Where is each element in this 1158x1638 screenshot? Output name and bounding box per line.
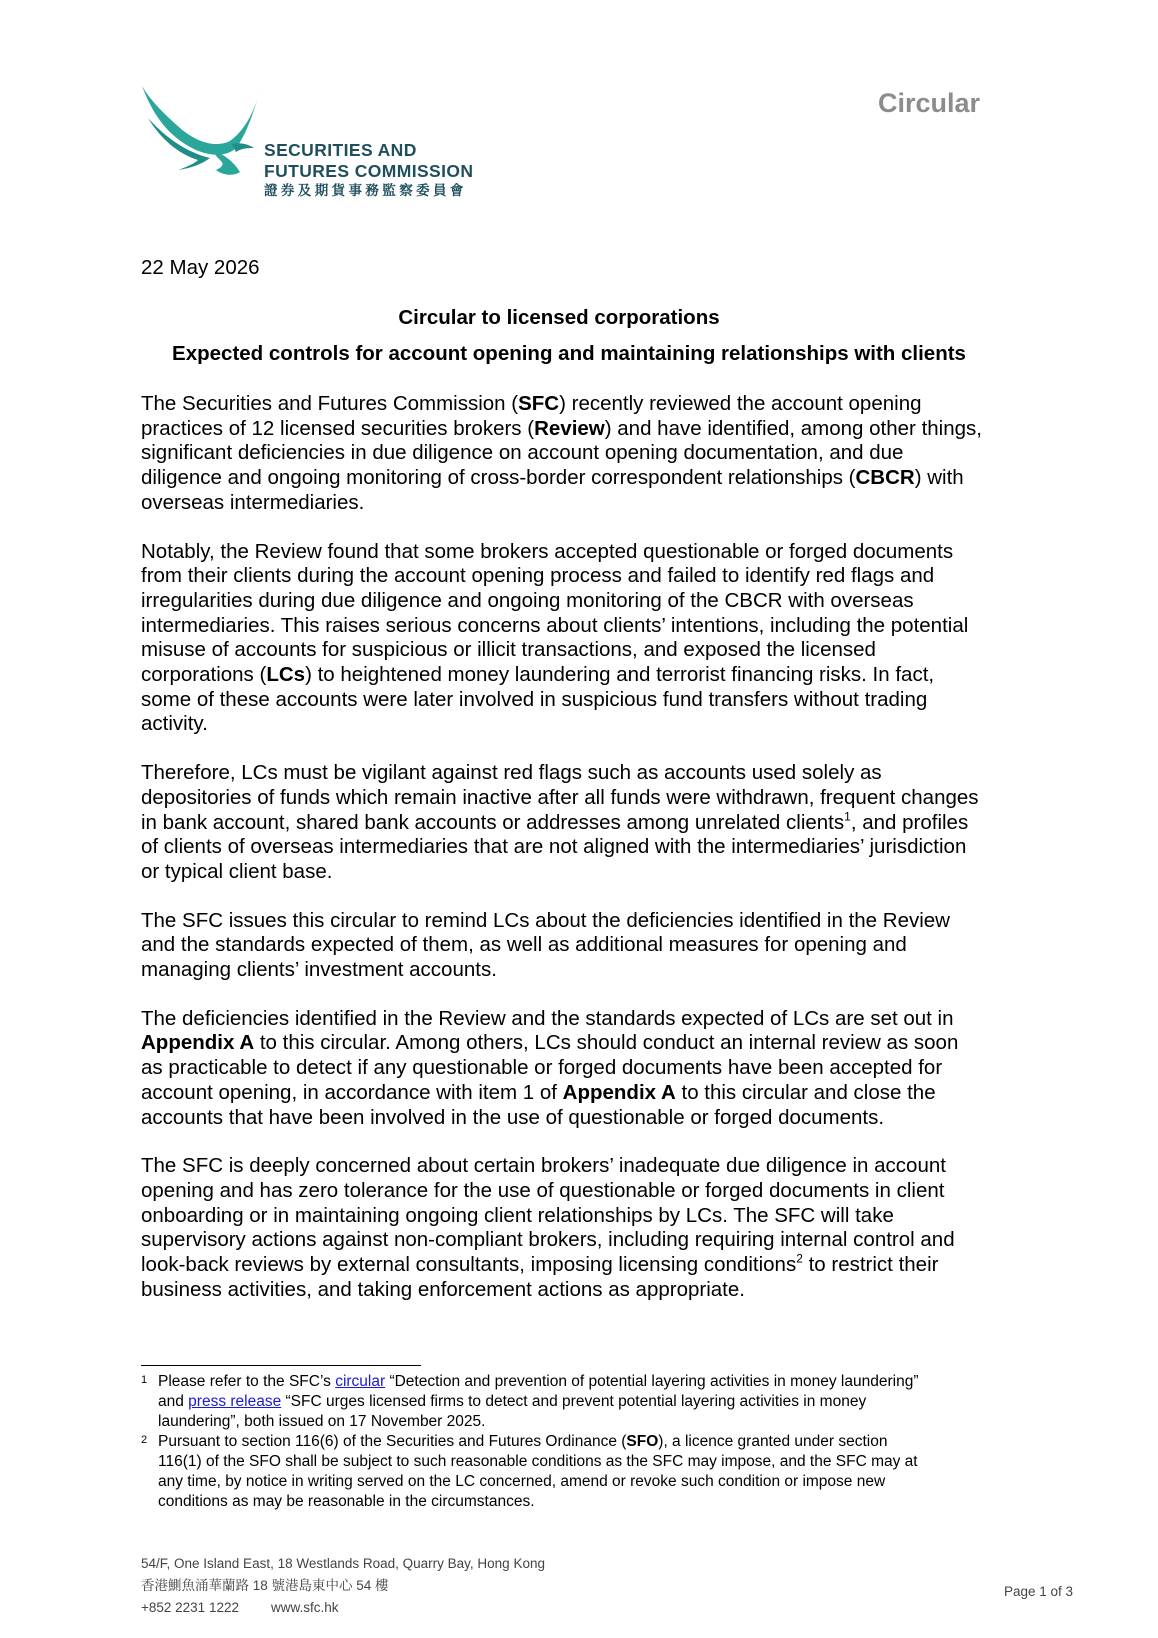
text: misuse of accounts for suspicious or illicit transactions, and exposed the licensed [141, 638, 876, 662]
paragraph-2 [141, 540, 1031, 738]
footnote-2 [141, 1432, 1041, 1512]
text: , and profiles [850, 810, 969, 834]
footnote-1 [141, 1372, 1041, 1432]
paragraph-1 [141, 392, 1031, 516]
paragraph-4 [141, 909, 1031, 983]
text: The SFC is deeply concerned about certain brokers’ inadequate due diligence in account [141, 1154, 946, 1178]
phone-number: +852 2231 1222 [141, 1600, 239, 1615]
text: any time, by notice in writing served on the LC concerned, amend or revoke such condition or impose new [158, 1473, 886, 1490]
text: managing clients’ investment accounts. [141, 958, 497, 982]
paragraph-6 [141, 1154, 1031, 1302]
defined-term: SFC [518, 392, 560, 415]
sfc-logo [140, 84, 480, 198]
text: The Securities and Futures Commission ( [141, 392, 519, 415]
text: business activities, and taking enforcement actions as appropriate. [141, 1277, 745, 1301]
text: conditions as may be reasonable in the circumstances. [158, 1493, 535, 1510]
text: or typical client base. [141, 859, 333, 883]
text: and [158, 1393, 189, 1410]
text: accounts that have been involved in the use of questionable or forged documents. [141, 1105, 885, 1129]
text: supervisory actions against non-compliant brokers, including requiring internal control and [141, 1228, 955, 1252]
text: Therefore, LCs must be vigilant against red flags such as accounts used solely as [141, 761, 882, 785]
document-type-label: Circular [877, 88, 980, 118]
press-release-link[interactable]: press release [188, 1393, 282, 1410]
footnotes [141, 1372, 1041, 1512]
text: ) with [914, 466, 964, 490]
text: as practicable to detect if any questionable or forged documents have been accepted for [141, 1056, 943, 1080]
logo-line-1: SECURITIES AND [264, 140, 417, 160]
text: 116(1) of the SFO shall be subject to such reasonable conditions as the SFC may impose, and the SFC may at [158, 1453, 918, 1470]
appendix-reference: Appendix A [562, 1080, 676, 1104]
text: corporations ( [141, 663, 267, 687]
text: to this circular. Among others, LCs should conduct an internal review as soon [254, 1031, 959, 1055]
appendix-reference: Appendix A [141, 1031, 255, 1055]
text: of clients of overseas intermediaries that are not aligned with the intermediaries’ jurisdiction [141, 835, 967, 859]
text: opening and has zero tolerance for the use of questionable or forged documents in client [141, 1178, 945, 1202]
text: Pursuant to section 116(6) of the Securities and Futures Ordinance ( [158, 1433, 627, 1450]
text: The deficiencies identified in the Review and the standards expected of LCs are set out in [141, 1006, 954, 1030]
text: ) recently reviewed the account opening [559, 392, 922, 415]
defined-term: CBCR [855, 466, 915, 490]
footnote-ref-2[interactable]: 2 [796, 1251, 803, 1266]
contact-line [141, 1597, 545, 1619]
text: in bank account, shared bank accounts or addresses among unrelated clients [141, 810, 845, 834]
text: “SFC urges licensed firms to detect and prevent potential layering activities in money [281, 1393, 867, 1410]
text: account opening, in accordance with item 1 of [141, 1080, 563, 1104]
text: from their clients during the account opening process and failed to identify red flags and [141, 564, 935, 588]
circular-subtitle: Expected controls for account opening and maintaining relationships with clients [172, 342, 966, 365]
circular-date: 22 May 2026 [141, 256, 260, 279]
text: intermediaries. This raises serious concerns about clients’ intentions, including the potential [141, 613, 969, 637]
page-number: Page 1 of 3 [1003, 1584, 1073, 1599]
text: ) and have identified, among other things, [604, 416, 982, 440]
text: Notably, the Review found that some brokers accepted questionable or forged documents [141, 539, 954, 563]
footnote-separator [141, 1365, 421, 1366]
text: and the standards expected of them, as well as additional measures for opening and [141, 933, 907, 957]
footnote-ref-1[interactable]: 1 [844, 809, 851, 824]
circular-link[interactable]: circular [335, 1373, 386, 1390]
address-english: 54/F, One Island East, 18 Westlands Road, Quarry Bay, Hong Kong [141, 1556, 545, 1571]
eagle-icon [140, 84, 270, 179]
text: onboarding or in maintaining ongoing client relationships by LCs. The SFC will take [141, 1203, 894, 1227]
text: “Detection and prevention of potential layering activities in money laundering” [385, 1373, 919, 1390]
text: some of these accounts were later involved in suspicious fund transfers without trading [141, 687, 928, 711]
page-footer [141, 1553, 545, 1619]
text: overseas intermediaries. [141, 490, 365, 514]
circular-body [141, 392, 1031, 1327]
text: ) to heightened money laundering and terrorist financing risks. In fact, [305, 663, 935, 687]
text: to restrict their [802, 1253, 939, 1277]
text: laundering”, both issued on 17 November 2025. [158, 1413, 486, 1430]
text: ), a licence granted under section [658, 1433, 888, 1450]
defined-term: SFO [626, 1433, 659, 1450]
text: look-back reviews by external consultants, imposing licensing conditions [141, 1253, 797, 1277]
footnote-number: 1 [141, 1374, 148, 1386]
text: to this circular and close the [675, 1080, 936, 1104]
paragraph-5 [141, 1007, 1031, 1131]
website-url: www.sfc.hk [271, 1600, 339, 1615]
logo-wordmark [264, 140, 473, 200]
logo-line-3-chinese: 證券及期貨事務監察委員會 [264, 183, 467, 198]
text: Please refer to the SFC’s [158, 1373, 336, 1390]
address-chinese: 香港鰂魚涌華蘭路 18 號港島東中心 54 樓 [141, 1578, 389, 1593]
text: depositories of funds which remain inactive after all funds were withdrawn, frequent changes [141, 785, 979, 809]
defined-term: Review [534, 416, 605, 440]
defined-term: LCs [266, 663, 306, 687]
text: activity. [141, 712, 208, 736]
text: practices of 12 licensed securities brokers ( [141, 416, 535, 440]
text: The SFC issues this circular to remind LCs about the deficiencies identified in the Review [141, 908, 950, 932]
footnote-number: 2 [141, 1434, 148, 1446]
circular-title: Circular to licensed corporations [398, 306, 720, 329]
paragraph-3 [141, 761, 1031, 885]
text: diligence and ongoing monitoring of cross-border correspondent relationships ( [141, 466, 856, 490]
logo-line-2: FUTURES COMMISSION [264, 161, 474, 181]
text: irregularities during due diligence and ongoing monitoring of the CBCR with overseas [141, 588, 914, 612]
text: significant deficiencies in due diligence on account opening documentation, and due [141, 441, 904, 465]
